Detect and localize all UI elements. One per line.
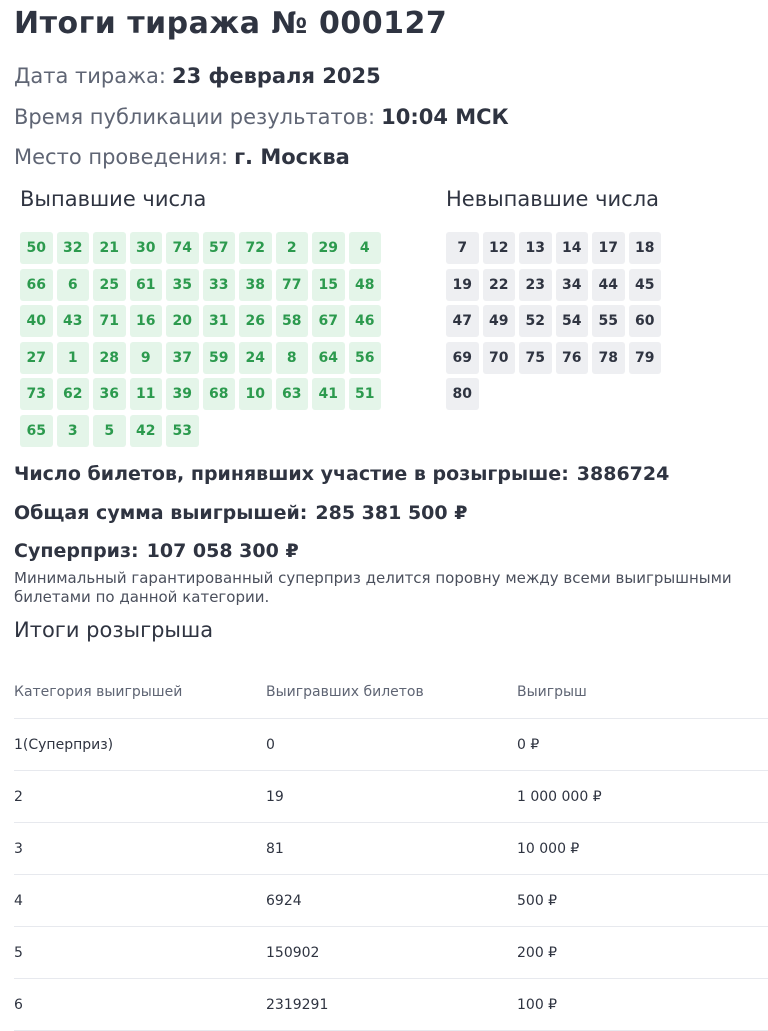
category-cell: 1(Суперприз) [14, 719, 266, 771]
not-drawn-number-ball: 12 [483, 232, 516, 264]
draw-date-line [14, 64, 381, 88]
drawn-number-ball: 64 [312, 342, 345, 374]
publish-time-label: Время публикации результатов: [14, 105, 376, 129]
not-drawn-number-ball: 34 [556, 269, 589, 301]
publish-time-value: 10:04 МСК [381, 105, 509, 129]
place-line [14, 145, 350, 169]
not-drawn-number-ball: 70 [483, 342, 516, 374]
page-title: Итоги тиража № 000127 [14, 6, 448, 41]
drawn-number-ball: 4 [349, 232, 382, 264]
tickets-count-line [14, 463, 669, 485]
not-drawn-numbers-heading: Невыпавшие числа [446, 187, 659, 211]
prize-cell: 200 ₽ [517, 927, 768, 979]
drawn-number-ball: 65 [20, 415, 53, 447]
not-drawn-number-ball: 18 [629, 232, 662, 264]
not-drawn-number-ball: 14 [556, 232, 589, 264]
table-row [14, 875, 768, 927]
drawn-number-ball: 6 [57, 269, 90, 301]
drawn-number-ball: 68 [203, 378, 236, 410]
category-cell: 6 [14, 979, 266, 1031]
table-row [14, 823, 768, 875]
not-drawn-number-ball: 45 [629, 269, 662, 301]
drawn-number-ball: 1 [57, 342, 90, 374]
not-drawn-number-ball: 69 [446, 342, 479, 374]
prize-cell: 500 ₽ [517, 875, 768, 927]
drawn-number-ball: 66 [20, 269, 53, 301]
not-drawn-number-ball: 55 [592, 305, 625, 337]
publish-time-line [14, 105, 509, 129]
place-value: г. Москва [234, 145, 350, 169]
drawn-numbers-grid [20, 232, 381, 447]
place-label: Место проведения: [14, 145, 229, 169]
tickets-count-value: 3886724 [576, 463, 670, 485]
results-heading: Итоги розыгрыша [14, 618, 214, 642]
superprize-label: Суперприз: [14, 540, 139, 562]
not-drawn-number-ball: 23 [519, 269, 552, 301]
winners-cell: 6924 [266, 875, 517, 927]
drawn-number-ball: 46 [349, 305, 382, 337]
column-header-category: Категория выигрышей [14, 666, 266, 719]
winners-cell: 0 [266, 719, 517, 771]
not-drawn-number-ball: 17 [592, 232, 625, 264]
winners-cell: 81 [266, 823, 517, 875]
category-cell: 5 [14, 927, 266, 979]
draw-date-value: 23 февраля 2025 [172, 64, 381, 88]
drawn-number-ball: 50 [20, 232, 53, 264]
drawn-number-ball: 40 [20, 305, 53, 337]
winners-cell: 150902 [266, 927, 517, 979]
drawn-number-ball: 61 [130, 269, 163, 301]
drawn-number-ball: 10 [239, 378, 272, 410]
not-drawn-number-ball: 54 [556, 305, 589, 337]
drawn-number-ball: 37 [166, 342, 199, 374]
drawn-number-ball: 58 [276, 305, 309, 337]
category-cell: 2 [14, 771, 266, 823]
prize-cell: 0 ₽ [517, 719, 768, 771]
drawn-number-ball: 51 [349, 378, 382, 410]
drawn-number-ball: 31 [203, 305, 236, 337]
total-winnings-value: 285 381 500 ₽ [315, 502, 468, 524]
results-header-row [14, 666, 768, 719]
superprize-note: Минимальный гарантированный суперприз делится поровну между всеми выигрышными билетами по данной категории. [14, 569, 732, 606]
drawn-numbers-heading: Выпавшие числа [20, 187, 207, 211]
not-drawn-number-ball: 13 [519, 232, 552, 264]
drawn-number-ball: 29 [312, 232, 345, 264]
drawn-number-ball: 33 [203, 269, 236, 301]
drawn-number-ball: 43 [57, 305, 90, 337]
not-drawn-number-ball: 7 [446, 232, 479, 264]
drawn-number-ball: 77 [276, 269, 309, 301]
drawn-number-ball: 27 [20, 342, 53, 374]
drawn-number-ball: 11 [130, 378, 163, 410]
table-row [14, 927, 768, 979]
winners-cell: 19 [266, 771, 517, 823]
not-drawn-number-ball: 78 [592, 342, 625, 374]
not-drawn-number-ball: 79 [629, 342, 662, 374]
drawn-number-ball: 25 [93, 269, 126, 301]
category-cell: 3 [14, 823, 266, 875]
drawn-number-ball: 72 [239, 232, 272, 264]
not-drawn-number-ball: 44 [592, 269, 625, 301]
draw-date-label: Дата тиража: [14, 64, 166, 88]
total-winnings-label: Общая сумма выигрышей: [14, 502, 308, 524]
total-winnings-line [14, 502, 467, 524]
not-drawn-number-ball: 76 [556, 342, 589, 374]
drawn-number-ball: 2 [276, 232, 309, 264]
drawn-number-ball: 39 [166, 378, 199, 410]
tickets-count-label: Число билетов, принявших участие в розыгрыше: [14, 463, 569, 485]
not-drawn-numbers-grid [446, 232, 661, 410]
table-row [14, 771, 768, 823]
column-header-prize: Выигрыш [517, 666, 768, 719]
drawn-number-ball: 16 [130, 305, 163, 337]
drawn-number-ball: 28 [93, 342, 126, 374]
superprize-value: 107 058 300 ₽ [146, 540, 299, 562]
drawn-number-ball: 38 [239, 269, 272, 301]
drawn-number-ball: 8 [276, 342, 309, 374]
drawn-number-ball: 24 [239, 342, 272, 374]
category-cell: 4 [14, 875, 266, 927]
not-drawn-number-ball: 47 [446, 305, 479, 337]
not-drawn-number-ball: 19 [446, 269, 479, 301]
drawn-number-ball: 73 [20, 378, 53, 410]
drawn-number-ball: 26 [239, 305, 272, 337]
drawn-number-ball: 63 [276, 378, 309, 410]
not-drawn-number-ball: 22 [483, 269, 516, 301]
drawn-number-ball: 42 [130, 415, 163, 447]
not-drawn-number-ball: 49 [483, 305, 516, 337]
drawn-number-ball: 48 [349, 269, 382, 301]
table-row [14, 979, 768, 1031]
drawn-number-ball: 56 [349, 342, 382, 374]
column-header-winners: Выигравших билетов [266, 666, 517, 719]
drawn-number-ball: 36 [93, 378, 126, 410]
prize-cell: 1 000 000 ₽ [517, 771, 768, 823]
drawn-number-ball: 30 [130, 232, 163, 264]
drawn-number-ball: 3 [57, 415, 90, 447]
drawn-number-ball: 9 [130, 342, 163, 374]
drawn-number-ball: 21 [93, 232, 126, 264]
drawn-number-ball: 32 [57, 232, 90, 264]
drawn-number-ball: 41 [312, 378, 345, 410]
superprize-line [14, 540, 299, 562]
winners-cell: 2319291 [266, 979, 517, 1031]
not-drawn-number-ball: 60 [629, 305, 662, 337]
results-table [14, 666, 768, 1031]
prize-cell: 100 ₽ [517, 979, 768, 1031]
drawn-number-ball: 57 [203, 232, 236, 264]
not-drawn-number-ball: 80 [446, 378, 479, 410]
drawn-number-ball: 59 [203, 342, 236, 374]
drawn-number-ball: 67 [312, 305, 345, 337]
table-row [14, 719, 768, 771]
drawn-number-ball: 62 [57, 378, 90, 410]
drawn-number-ball: 53 [166, 415, 199, 447]
drawn-number-ball: 20 [166, 305, 199, 337]
drawn-number-ball: 15 [312, 269, 345, 301]
drawn-number-ball: 35 [166, 269, 199, 301]
not-drawn-number-ball: 75 [519, 342, 552, 374]
drawn-number-ball: 74 [166, 232, 199, 264]
prize-cell: 10 000 ₽ [517, 823, 768, 875]
drawn-number-ball: 71 [93, 305, 126, 337]
not-drawn-number-ball: 52 [519, 305, 552, 337]
drawn-number-ball: 5 [93, 415, 126, 447]
